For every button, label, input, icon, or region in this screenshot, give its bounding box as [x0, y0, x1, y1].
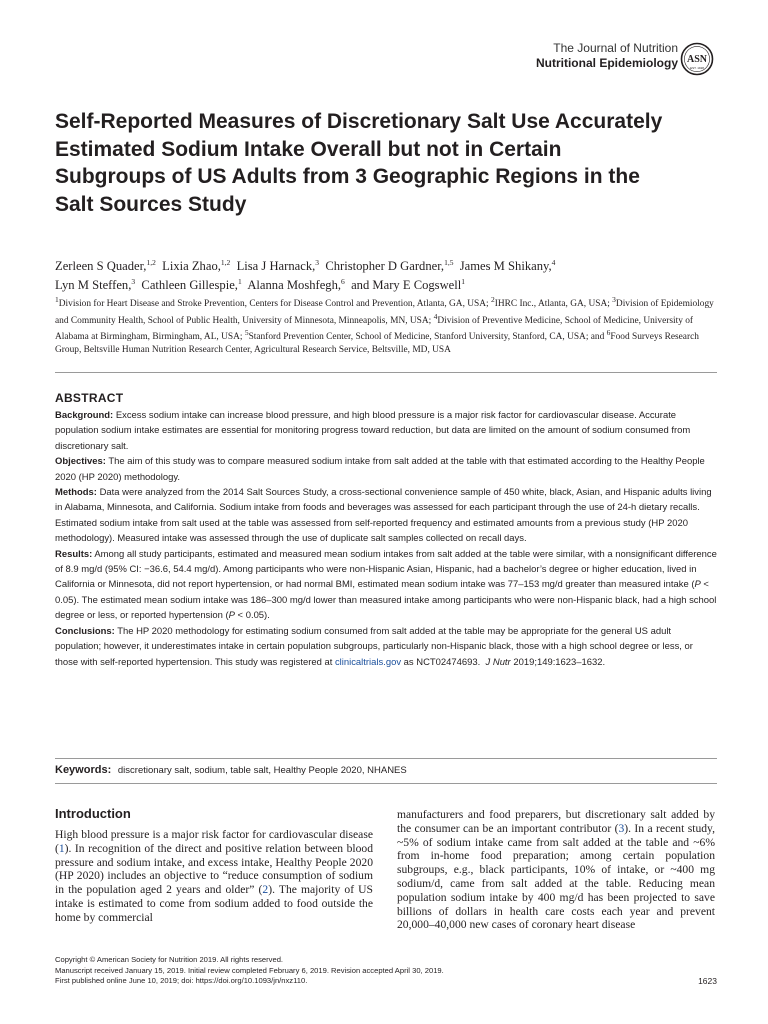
- copyright: Copyright © American Society for Nutrition 2019. All rights reserved.: [55, 955, 284, 964]
- abstract-body: [55, 408, 717, 670]
- registry-link[interactable]: clinicaltrials.gov: [334, 656, 402, 668]
- keywords-label: Keywords:: [55, 764, 112, 776]
- reference-link[interactable]: 1: [58, 841, 65, 855]
- author[interactable]: Lyn M Steffen,$^3$: [55, 277, 136, 293]
- author[interactable]: Lixia Zhao,$^{1,2}$: [162, 258, 231, 274]
- divider: [55, 758, 717, 759]
- manuscript-dates: Manuscript received January 15, 2019. Initial review completed February 6, 2019. Revision accepted April 30, 2019.: [55, 965, 444, 975]
- page-number: 1623: [698, 976, 717, 986]
- author[interactable]: James M Shikany,$^4$: [459, 258, 556, 274]
- asn-logo-icon: [680, 42, 714, 76]
- section-heading-introduction: Introduction: [55, 806, 131, 821]
- abstract-results: Results: Among all study participants, estimated and measured mean sodium intakes from salt added at the table were similar, with a nonsignificant difference of 8.9 mg/d (95% CI: −36.6, 54.4 mg/d). Among participants who were non-Hispanic Asian, Hispanic, had a bachelor’s degree or higher education, lived in California or Minnesota, did not report hypertension, or had normal BMI, estimated mean sodium intake was 77–153 mg/d greater than measured intake (P < 0.05). The estimated mean sodium intake was 186–300 mg/d lower than measured intake among participants who were non-Hispanic black, had a high school degree or less, or reported hypertension (P < 0.05).: [55, 548, 717, 622]
- logo-subtext: EST. 1928: [690, 66, 704, 70]
- divider: [55, 372, 717, 373]
- abstract-methods: Methods: Data were analyzed from the 2014 Salt Sources Study, a cross-sectional convenience sample of 450 white, black, Asian, and Hispanic adults living in Alabama, Minnesota, and California. Sodium intake from foods and beverages was assessed for each participant through the use of 24-h dietary recalls. Estimated sodium intake from salt used at the table was assessed from self-reported frequency and estimated amounts from a previous study (HP 2020 methodology). Measured intake was assessed through the use of duplicate salt samples collected on recall days.: [55, 487, 712, 545]
- abstract-conclusions: Conclusions: The HP 2020 methodology for estimating sodium consumed from salt added at the table may be appropriate for the general US adult population; however, it underestimates intake in certain population subgroups, particularly non-Hispanic black, those with a high school degree or less, or those with self-reported hypertension. This study was registered at clinicaltrials.gov as NCT02474693. J Nutr 2019;149:1623–1632.: [55, 625, 693, 668]
- divider: [55, 783, 717, 784]
- article-title: Self-Reported Measures of Discretionary Salt Use Accurately Estimated Sodium Intake Overall but not in Certain Subgroups of US Adults from 3 Geographic Regions in the Salt Sources Study: [55, 110, 663, 216]
- author-list: [55, 255, 705, 293]
- author[interactable]: and Mary E Cogswell$^1$: [351, 277, 466, 293]
- body-column-right: manufacturers and food preparers, but discretionary salt added by the consumer can be an important contributor (3). In a recent study, ~5% of sodium intake came from salt added at the table and ~6% from in-home food preparation; among certain population subgroups, e.g., black participants, 10% of intake, or ~400 mg sodium/d, came from salt added at the table. Reducing mean population sodium intake by 400 mg/d has been projected to save billions of dollars in health care costs each year and prevent 20,000–40,000 new cases of coronary heart disease: [397, 808, 715, 932]
- abstract-objectives: Objectives: The aim of this study was to compare measured sodium intake from salt added at the table with that estimated according to the Healthy People 2020 (HP 2020) methodology.: [55, 456, 705, 483]
- author[interactable]: Zerleen S Quader,$^{1,2}$: [55, 258, 156, 274]
- publication-info: First published online June 10, 2019; doi: https://doi.org/10.1093/jn/nxz110.: [55, 976, 308, 986]
- author[interactable]: Cathleen Gillespie,$^1$: [141, 277, 242, 293]
- affiliations: $^1$Division for Heart Disease and Stroke Prevention, Centers for Disease Control and Prevention, Atlanta, GA, USA; $^2$IHRC Inc., Atlanta, GA, USA; $^3$Division of Epidemiology and Community Health, School of Public Health, University of Minnesota, Minneapolis, MN, USA; $^4$Division of Preventive Medicine, School of Medicine, University of Alabama at Birmingham, Birmingham, AL, USA; $^5$Stanford Prevention Center, School of Medicine, Stanford University, Stanford, CA, USA; and $^6$Food Surveys Research Group, Beltsville Human Nutrition Research Center, Agricultural Research Service, Beltsville, MD, USA: [55, 295, 714, 356]
- page-footer: [55, 955, 717, 987]
- abstract-background: Background: Excess sodium intake can increase blood pressure, and high blood pressure is a major risk factor for cardiovascular disease. Accurate population sodium intake estimates are essential for monitoring progress toward reduction, but data are limited on the amount of sodium consumed from discretionary salt.: [55, 410, 691, 452]
- section-name: Nutritional Epidemiology: [535, 56, 678, 70]
- body-column-left: High blood pressure is a major risk factor for cardiovascular disease (1). In recognition of the direct and positive relation between blood pressure and sodium intake, and excess intake, Healthy People 2020 (HP 2020) includes an objective to “reduce consumption of sodium in the population aged 2 years and older” (2). The majority of US intake is estimated to come from sodium added to food outside the home by commercial: [55, 828, 373, 924]
- journal-header: [536, 41, 678, 71]
- keywords-text: discretionary salt, sodium, table salt, Healthy People 2020, NHANES: [117, 765, 407, 776]
- reference-link[interactable]: 3: [618, 821, 625, 835]
- reference-link[interactable]: 2: [262, 883, 269, 897]
- author[interactable]: Lisa J Harnack,$^3$: [236, 258, 320, 274]
- abstract-heading: ABSTRACT: [55, 391, 124, 405]
- journal-name: The Journal of Nutrition: [553, 41, 678, 55]
- logo-text: ASN: [686, 54, 708, 65]
- keywords: [55, 763, 717, 778]
- author[interactable]: Alanna Moshfegh,$^6$: [247, 277, 345, 293]
- author[interactable]: Christopher D Gardner,$^{1,5}$: [325, 258, 454, 274]
